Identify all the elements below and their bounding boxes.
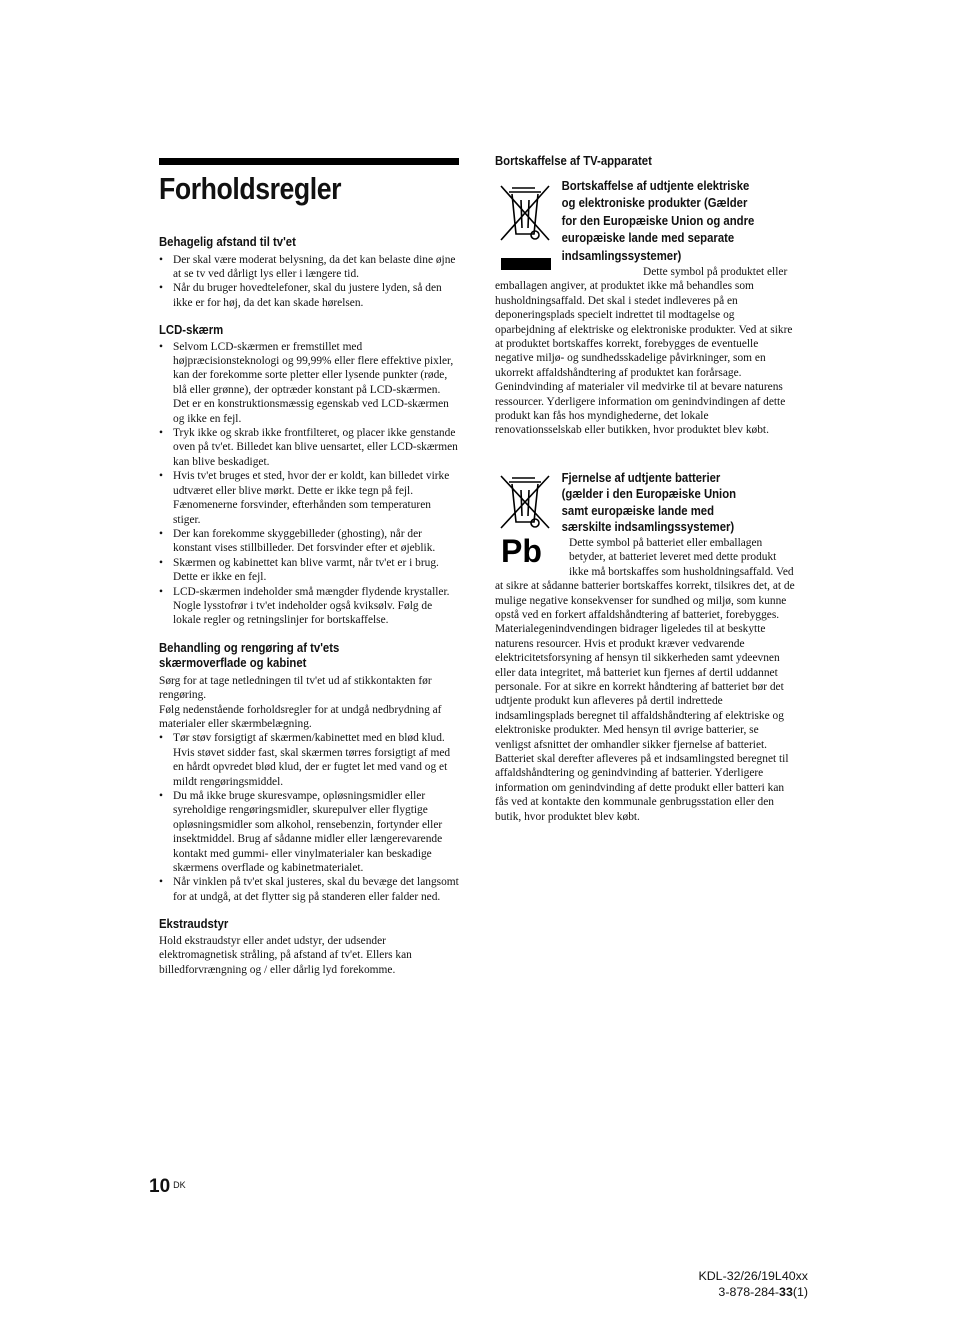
page-language: DK bbox=[173, 1180, 186, 1190]
weee-body-text: Dette symbol på produktet eller emballagen angiver, at produktet ikke må behandles som husholdningsaffald. Det skal i stedet indleveres på en deponeringsplads specielt indrettet til modtagelse og oparbejdning af elektriske og elektroniske produkter. Ved at sikre at produktet bortskaffes korrekt, forebygges de eventuelle negative miljø- og sundhedsskadelige påvirkninger, som en ukorrekt affaldshåndtering af produktet kan forårsage. Genindvinding af materialer vil medvirke til at bevare naturens ressourcer. Yderligere information om genindvindingen af dette produkt kan fås hos myndighederne, det lokale renovationsselskab eller butikken, hvor produktet blev købt. bbox=[495, 266, 793, 437]
document-code bbox=[698, 1284, 808, 1300]
list-item: • Der kan forekomme skyggebilleder (ghosting), når der konstant vises stillbilleder. Det forsvinder efter et øjeblik. bbox=[159, 527, 459, 556]
list-item: • Når du bruger hovedtelefoner, skal du justere lyden, så den ikke er for høj, da det kan skade hørelsen. bbox=[159, 281, 459, 310]
code-suffix: (1) bbox=[792, 1285, 808, 1299]
page-number-value: 10 bbox=[149, 1176, 171, 1197]
section-heading-cleaning: Behandling og rengøring af tv'ets skærmoverflade og kabinet bbox=[159, 640, 340, 671]
weee-heading: Bortskaffelse af udtjente elektriske og elektroniske produkter (Gælder for den Europæiske Union og andre europæiske lande med separate indsamlingssystemer) bbox=[561, 178, 755, 263]
list-item: • Skærmen og kabinettet kan blive varmt, når tv'et er i brug. Dette er ikke en fejl. bbox=[159, 556, 459, 585]
weee-body bbox=[495, 265, 795, 438]
section-heading-disposal: Bortskaffelse af TV-apparatet bbox=[495, 154, 652, 168]
viewing-distance-list bbox=[159, 253, 459, 311]
battery-body-text: Dette symbol på batteriet eller emballagen betyder, at batteriet leveret med dette produkt ikke må bortskaffes som husholdningsaffald. Ved at sikre at sådanne batterier bortskaffes korrekt, tilsikres det, at de mulige negative konsekvenser for sundhed og miljø, som kunne opstå ved en forkert affaldshåndtering af batteriet, forebygges. Materialegenindvendingen bidrager ligeledes til at beskytte naturens resourcer. Hvis et produkt kræver vedvarende elektricitetsforsyning af hensyn til sikkerheden samt ydeevnen eller data integritet, må batteriet kun fjernes af dertil uddannet personale. For at sikre en korrekt håndtering af batteriet bør det udtjente produkt kun afleveres på dertil indrettede indsamlingsplads beregnet til affaldshåndtering af elektriske og elektroniske produkter. Med hensyn til øvrige batterier, se venligst afsnittet der omhandler sikker fjernelse af batteriet. Batteriet skal derefter afleveres på et indsamlingsted beregnet til affaldshåndtering og genindvinding af batterier. Yderligere information om genindvinding af dette produkt eller batteri kan fås ved at kontakte den kommunale genbrugsstation eller den butik, hvor produktet blev købt. bbox=[495, 536, 795, 823]
list-item: • Der skal være moderat belysning, da det kan belaste dine øjne at se tv ved dårligt lys eller i længere tid. bbox=[159, 253, 459, 282]
section-heading-viewing-distance: Behagelig afstand til tv'et bbox=[159, 235, 296, 249]
right-column bbox=[495, 154, 795, 824]
weee-block bbox=[495, 178, 795, 438]
code-prefix: 3-878-284- bbox=[718, 1285, 780, 1299]
cleaning-instructions: Følg nedenstående forholdsregler for at undgå nedbrydning af materialer eller skærmbelægning. bbox=[159, 703, 442, 730]
code-bold: 33 bbox=[779, 1285, 793, 1299]
section-heading-accessories: Ekstraudstyr bbox=[159, 917, 229, 932]
battery-block bbox=[495, 470, 795, 824]
list-item: • Tør støv forsigtigt af skærmen/kabinettet med en blød klud. Hvis støvet sidder fast, skal skærmen tørres forsigtigt af med en hårdt opvredet blød klud, der er fugtet let med vand og et mildt rengøringsmiddel. bbox=[159, 731, 459, 789]
battery-heading: Fjernelse af udtjente batterier (gælder i den Europæiske Union samt europæiske lande med særskilte indsamlingssystemer) bbox=[561, 470, 737, 535]
model-number: KDL-32/26/19L40xx bbox=[698, 1269, 808, 1283]
accessories-text: Hold ekstraudstyr eller andet udstyr, der udsender elektromagnetisk stråling, på afstand af tv'et. Ellers kan billedforvrængning og / eller dårlig lyd forekomme. bbox=[159, 934, 412, 976]
list-item: • Når vinklen på tv'et skal justeres, skal du bevæge det langsomt for at undgå, at det flytter sig på standeren eller falder ned. bbox=[159, 875, 459, 904]
list-item: • Selvom LCD-skærmen er fremstillet med højpræcisionsteknologi og 99,99% eller flere effektive pixler, kan der forekomme sorte pletter eller lysende punkter (røde, blå eller grønne), der optræder konstant på LCD-skærmen. Det er en konstruktionsmæssig egenskab ved LCD-skærmen og ikke en fejl. bbox=[159, 340, 459, 426]
list-item: • Tryk ikke og skrab ikke frontfilteret, og placer ikke genstande oven på tv'et. Billedet kan blive uensartet, eller LCD-skærmen kan blive beskadiget. bbox=[159, 426, 459, 469]
list-item: • LCD-skærmen indeholder små mængder flydende krystaller. Nogle lysstofrør i tv'et indeholder også kviksølv. Følg de lokale regler og retningslinjer for bortskaffelse. bbox=[159, 585, 459, 628]
battery-body bbox=[495, 536, 795, 824]
page-title: Forholdsregler bbox=[159, 171, 342, 206]
section-heading-lcd-screen: LCD-skærm bbox=[159, 323, 224, 338]
list-item: • Hvis tv'et bruges et sted, hvor der er koldt, kan billedet virke udtværet eller blive mørkt. Dette er ikke tegn på fejl. Fænomenerne forsvinder, efterhånden som temperaturen stiger. bbox=[159, 469, 459, 527]
cleaning-list bbox=[159, 731, 459, 904]
pb-label: Pb bbox=[501, 532, 542, 566]
model-info bbox=[698, 1268, 808, 1300]
page-number bbox=[149, 1176, 186, 1198]
cleaning-intro: Sørg for at tage netledningen til tv'et ud af stikkontakten før rengøring. bbox=[159, 674, 432, 702]
title-rule bbox=[159, 158, 459, 165]
list-item: • Du må ikke bruge skuresvampe, opløsningsmidler eller syreholdige rengøringsmidler, skurepulver eller flygtige opløsningsmidler som alkohol, rensebenzin, fortynder eller insektmiddel. Brug af sådanne midler eller længerevarende kontakt med gummi- eller vinylmaterialer kan beskadige skærmens overflade og kabinetmaterialet. bbox=[159, 789, 459, 875]
left-column bbox=[159, 158, 459, 977]
lcd-screen-list bbox=[159, 340, 459, 628]
